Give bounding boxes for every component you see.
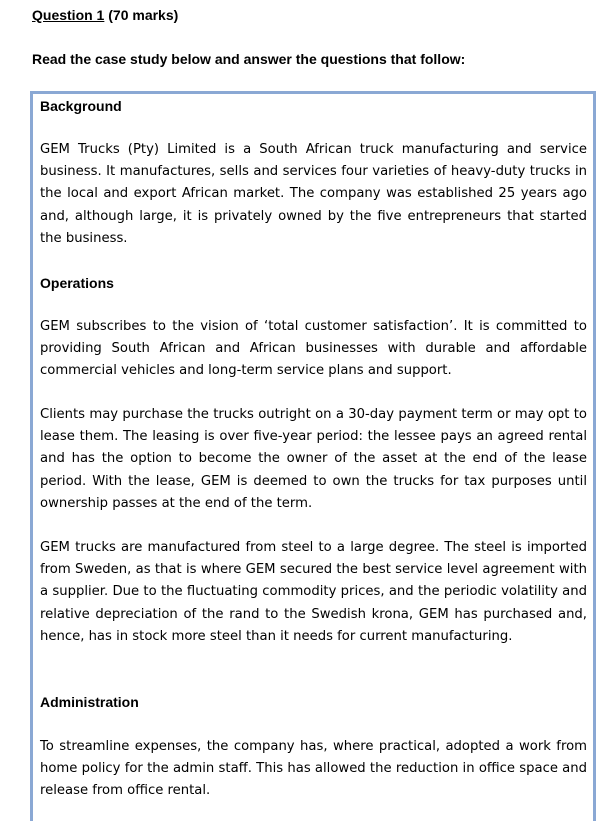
question-marks: (70 marks)	[108, 7, 179, 23]
instruction-text: Read the case study below and answer the questions that follow:	[32, 51, 466, 67]
operations-paragraph-1: GEM subscribes to the vision of ‘total customer satisfaction’. It is committed to providing South African and African businesses with durable and affordable commercial vehicles and long-term service plans and support.	[40, 319, 587, 379]
administration-heading: Administration	[40, 694, 139, 710]
operations-paragraph-3: GEM trucks are manufactured from steel to a large degree. The steel is imported from Sweden, as that is where GEM secured the best service level agreement with a supplier. Due to the fluctuating commodity prices, and the periodic volatility and relative depreciation of the rand to the Swedish krona, GEM has purchased and, hence, has in stock more steel than it needs for current manufacturing.	[40, 540, 587, 644]
operations-paragraph-2: Clients may purchase the trucks outright on a 30-day payment term or may opt to lease them. The leasing is over five-year period: the lessee pays an agreed rental and has the option to become the owner of the asset at the end of the lease period. With the lease, GEM is deemed to own the trucks for tax purposes until ownership passes at the end of the term.	[40, 407, 587, 511]
question-header	[32, 6, 178, 24]
background-heading: Background	[40, 98, 122, 114]
question-number: Question 1	[32, 7, 105, 23]
background-paragraph: GEM Trucks (Pty) Limited is a South African truck manufacturing and service business. It manufactures, sells and services four varieties of heavy-duty trucks in the local and export African market. The company was established 25 years ago and, although large, it is privately owned by the five entrepreneurs that started the business.	[40, 142, 587, 246]
administration-paragraph: To streamline expenses, the company has, where practical, adopted a work from home policy for the admin staff. This has allowed the reduction in office space and release from office rental.	[40, 739, 587, 799]
operations-heading: Operations	[40, 275, 114, 291]
